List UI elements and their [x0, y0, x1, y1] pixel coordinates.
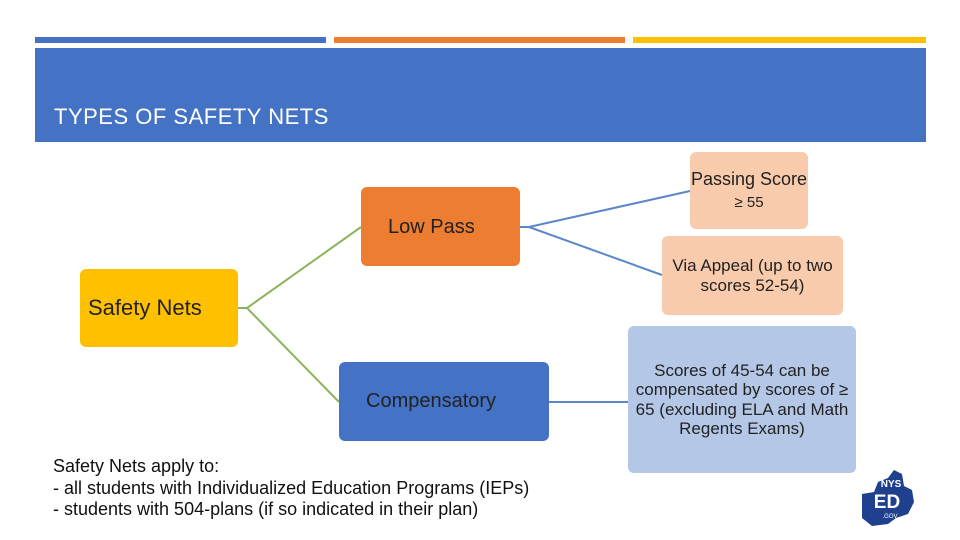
node-compensated-scores-label: Scores of 45-54 can be compensated by scores of ≥ 65 (excluding ELA and Math Regents Exams)	[635, 361, 849, 438]
connector-root-lowpass	[238, 227, 361, 308]
node-safety-nets	[80, 269, 238, 347]
logo-text-ed: ED	[873, 492, 901, 513]
node-via-appeal-label: Via Appeal (up to two scores 52-54)	[672, 256, 833, 295]
node-low-pass-label: Low Pass	[388, 215, 475, 238]
node-passing-score-value: ≥ 55	[734, 194, 764, 212]
node-safety-nets-label: Safety Nets	[88, 294, 202, 320]
footnote-heading: Safety Nets apply to:	[53, 456, 220, 476]
logo-text-gov: .GOV	[882, 514, 898, 520]
node-compensatory-label: Compensatory	[366, 390, 497, 413]
node-low-pass	[361, 187, 520, 266]
footnote	[53, 456, 529, 521]
node-passing-score-label: Passing Score	[690, 169, 808, 190]
page-title: TYPES OF SAFETY NETS	[54, 104, 329, 129]
connector-root-compensatory	[238, 308, 339, 402]
connector-lowpass-passing	[520, 191, 690, 227]
node-compensatory	[339, 362, 549, 441]
node-via-appeal	[662, 236, 843, 315]
logo-text-nys: NYS	[880, 479, 902, 490]
node-compensated-scores	[628, 326, 856, 473]
nysed-logo-icon	[858, 468, 916, 528]
connector-lowpass-appeal	[520, 227, 662, 275]
node-passing-score	[690, 152, 808, 229]
footnote-item-504: - students with 504-plans (if so indicated in their plan)	[53, 499, 479, 520]
footnote-item-ieps: - all students with Individualized Education Programs (IEPs)	[53, 477, 530, 498]
